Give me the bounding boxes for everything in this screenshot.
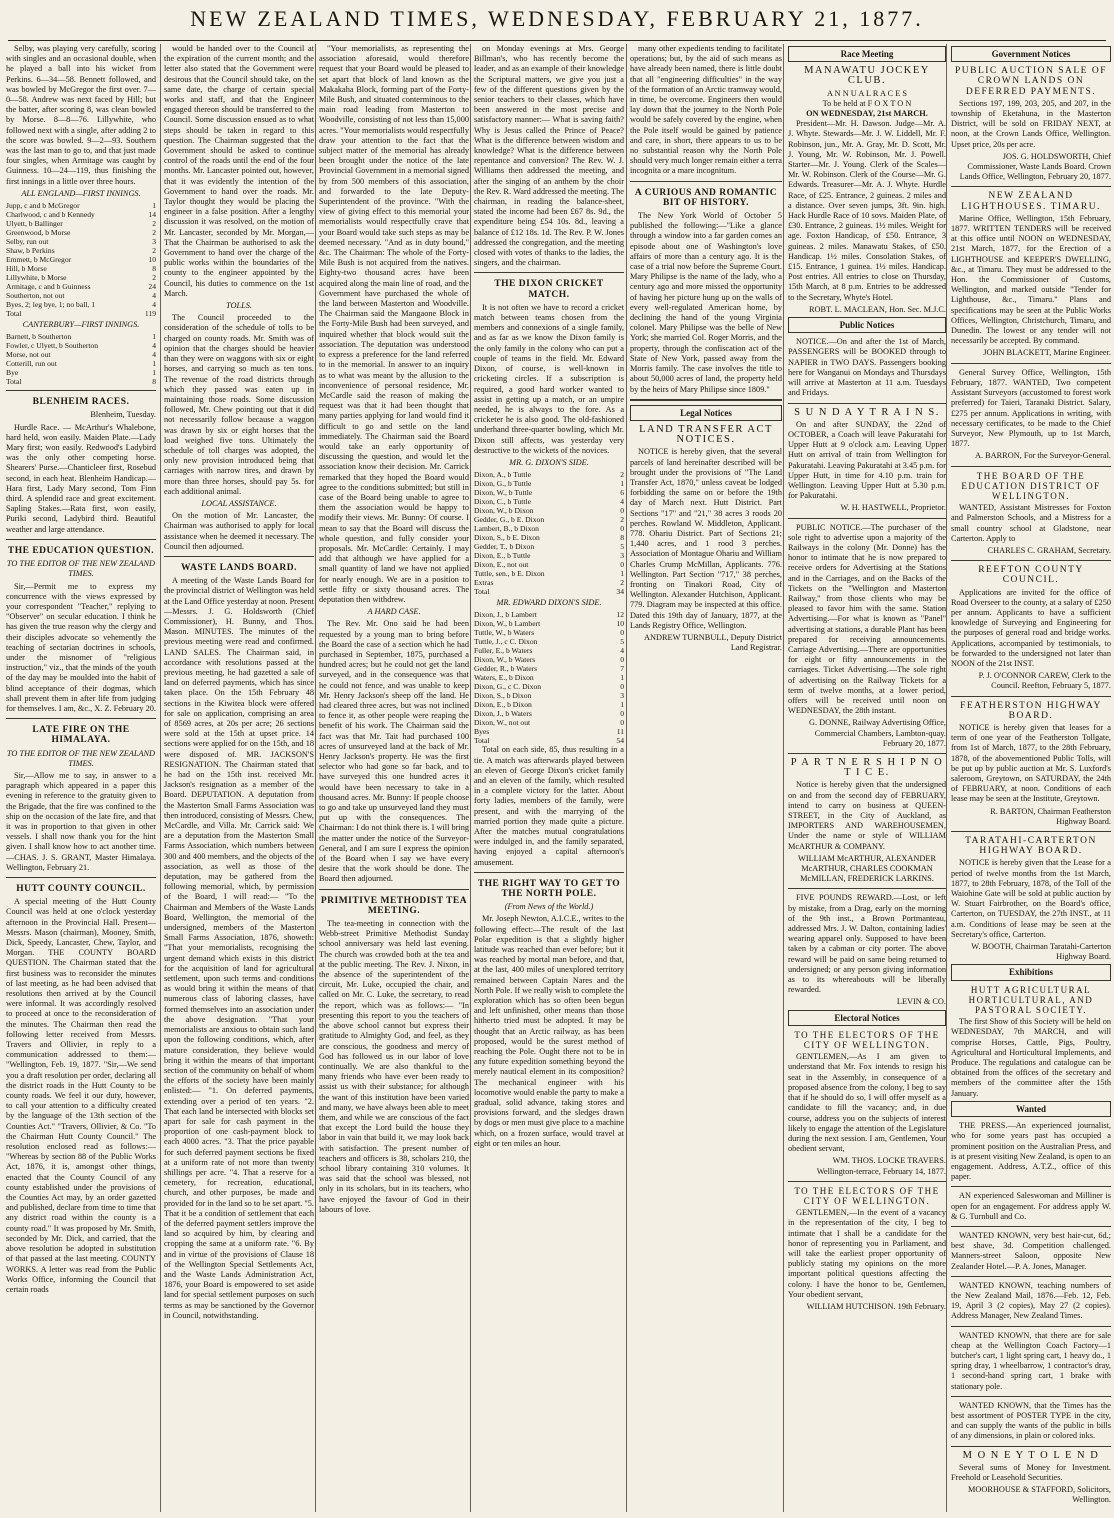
- divider: [951, 186, 1111, 187]
- batsman-name: Dixon, W., b Tuttle: [474, 488, 533, 498]
- hutt-council-heading: HUTT COUNTY COUNCIL.: [16, 883, 146, 894]
- batsman-name: Dixon, S., b Dixon: [474, 691, 532, 701]
- batsman-name: Dixon, G., b Tuttle: [474, 479, 532, 489]
- dixon-match-body: It is not often we have to record a cricket match between teams chosen from the members and connexions of a single family, and as far as we know the Dixon family is the only family in the colony who can put a couple of teams in the field. Mr. Edward Dixon, of course, is well-known in cricketing circles. If a subscription is required, a good hard worker wanted to assist in getting up a match, or an umpire needed, he is always to the fore. As a cricketer he is also good. The old-fashioned underhand three-quarter bowling, which Mr. Dixon still affects, was yesterday very destructive to the wickets of the novices.: [474, 302, 624, 455]
- partnership-title: P A R T N E R S H I P N O T I C E.: [790, 757, 944, 779]
- runs: 10: [148, 255, 156, 265]
- hard-case-body: The Rev. Mr. Ono said he had been requested by a young man to bring before the Board the case of a section which he had purchased in September, 1875, purchased a hundred acres; but he could not get the land surveyed, and in the consequence was that he could not fence, and was unable to keep Mr. Henry Jackson's sheep off the land. He had cleared three acres, but was not inclined to fence it, as other people were reaping the benefit of his work. The Chairman said the fact was that Mr. Tait had purchased 100 acres of unsurveyed land at the back of Mr. Henry Jackson's property. He was the first selector who had gone so far back, and to have surveyed this one hundred acres it would have been necessary to take in a thousand acres. Mr. Bunny: If people choose to go and take up unsurveyed land they must put up with the consequences. The Chairman: I do not think there is. I will bring the matter under the notice of the Surveyor-General, and I am sure I express the opinion of the Board when I say we have every desire that the work should be done. The Board then adjourned.: [319, 619, 469, 884]
- score-total-row: [474, 736, 624, 745]
- batsman-name: Emmett, b McGregor: [6, 255, 72, 265]
- divider: [6, 718, 156, 719]
- score-total-row: [474, 587, 624, 596]
- himalaya-body: Sir,—Allow me to say, in answer to a paragraph which appeared in a paper this evening in reference to the gratuity given to the Brigade, that the fire was confined to the ship on the occasion of the late fire, and that it was in proportion to that given in other vessels. I shall now thank you for the hint given. I shall know how to act another time.—CHAS. J. S. GRANT, Master Himalaya. Wellington, February 21.: [6, 770, 156, 872]
- railway-advertising-signature: G. DONNE, Railway Advertising Office, Commercial Chambers, Lambton-quay. February 20, 1877.: [809, 718, 946, 748]
- score-row: [6, 201, 156, 210]
- survey-office-signature: A. BARRON, For the Surveyor-General.: [974, 451, 1111, 461]
- runs: 3: [152, 237, 156, 247]
- score-row: [6, 350, 156, 359]
- batsman-name: Ulyett, b Ballinger: [6, 219, 63, 229]
- exhibitions-heading: Exhibitions: [951, 964, 1111, 980]
- batsman-name: Dixon, W., not out: [474, 718, 531, 728]
- score-row: [474, 488, 624, 497]
- batsman-name: Byes, 2; leg bye, 1; no ball, 1: [6, 300, 96, 310]
- score-row: [6, 368, 156, 377]
- score-row: [474, 560, 624, 569]
- masthead-rule: [8, 40, 1106, 41]
- taratahi-title: TARATAHI-CARTERTON HIGHWAY BOARD.: [965, 836, 1097, 857]
- crown-lands-signature: JOS. G. HOLDSWORTH, Chief Commissioner, Waste Lands Board. Crown Lands Office, Wellington, February 20, 1877.: [959, 151, 1111, 182]
- wanted-ad-5: WANTED KNOWN, that there are for sale cheap at the Wellington Coach Factory—1 butcher's cart, 1 light spring cart, 1 heavy do., 1 spring dray, 1 wheelbarrow, 1 contractor's dray, 1 second-hand spring cart, 1 brake with stationary pole.: [951, 1330, 1111, 1391]
- batsman-name: Dixon, W., b Lambert: [474, 619, 541, 629]
- runs: 0: [620, 718, 624, 728]
- memorial-body: "Your memorialists, as representing the association aforesaid, would therefore request that your Board would be pleased to set apart that block of land known as the Makakaha Block, forming part of the Forty-Mile Bush, and situated conterminous to the main road leading from Masterton to Woodville, consisting of not less than 15,000 acres. "Your memorialists would respectfully draw your attention to the fact that the subject matter of the memorial has already been brought under the notice of the late Provincial Government in a memorial signed by from 500 members of this association, and forwarded to the late Deputy-Superintendent of the province. "With the view of giving effect to this memorial your memorialists would respectfully crave that your Board would take such steps as may be deemed necessary. "And as in duty bound," &c. The Chairman: The whole of the Forty-Mile Bush is not acquired from the natives. Eighty-two thousand acres have been acquired along the main line of road, and the Government have purchased the whole of the land between Masterton and Woodville. The Chairman said the Mangaone Block in the Forty-Mile Bush had been surveyed, and inquired whether that block would suit the association. The deputation was understood to express a preference for the land referred to in the memorial. In answer to an inquiry as to what was meant by the allusion to the inconvenience of personal residence, Mr. McCardle said the reason of making the request was that it had been thought that many parties applying for land would find it difficult to go and settle on the land immediately. The Chairman said the Board would take an early opportunity of discussing the question, and would let the association know their decision. Mr. Carrick remarked that they hoped the Board would agree to the conditions submitted; but still in case of the Board being unable to agree to them the association would be happy to modify their views. Mr. Bunny: Of course. I mean to say that the Board will discuss the whole question, and fully consider your proposals. Mr. McCardle: Certainly. I may add that although we have applied for a small quantity of land we have not applied for nearly enough. We are in a position to settle fifty or sixty thousand acres. The deputation then withdrew.: [319, 44, 469, 604]
- north-pole-heading: THE RIGHT WAY TO GET TO THE NORTH POLE.: [477, 878, 621, 899]
- score-row: [474, 700, 624, 709]
- runs: 3: [620, 551, 624, 561]
- column-5: [626, 44, 782, 1512]
- runs: 1: [152, 368, 156, 378]
- runs: 54: [616, 736, 624, 746]
- sunday-trains-title: S U N D A Y T R A I N S.: [794, 406, 940, 418]
- batsman-name: Dixon, J., b Waters: [474, 709, 532, 719]
- score-total-row: [6, 309, 156, 318]
- education-body: Sir,—Permit me to express my concurrence with the views expressed by your correspondent "Teacher," replying to "Observer" on secular education. I think he has given the true reason why the clergy and their disciples advocate so vehemently the teaching of sectarian doctrines in schools, under the misnomer of "religious instruction," viz., that the minds of the youth of the day may be moulded into the habit of blind acceptance of their dogmas, which shall prevent them in after life from judging for themselves. I am, &c., X. Z. February 20.: [6, 581, 156, 713]
- runs: 8: [152, 264, 156, 274]
- runs: 14: [148, 210, 156, 220]
- batsman-name: Charlwood, c and b Kennedy: [6, 210, 95, 220]
- batsman-name: Dixon, E., not out: [474, 560, 529, 570]
- education-board-body: WANTED, Assistant Mistresses for Foxton and Palmerston Schools, and a Mistress for a small country school at Gladstone, near Carterton. Apply to: [951, 503, 1111, 543]
- divider: [630, 181, 782, 182]
- race-subtitle: A N N U A L R A C E S: [827, 88, 907, 98]
- masthead: NEW ZEALAND TIMES, WEDNESDAY, FEBRUARY 21, 1877.: [190, 6, 924, 31]
- batsman-name: Fuller, E., b Waters: [474, 646, 533, 656]
- batsman-name: Barnett, b Southerton: [6, 332, 72, 342]
- coach-notice: NOTICE.—On and after the 1st of March, PASSENGERS will be BOOKED through to NAPIER in TWO DAYS. Passengers booking here for Wanganui on Mondays and Thursdays will arrive at Masterton at 11 a.m. Tuesdays and Fridays.: [788, 337, 946, 398]
- legal-notices-heading: Legal Notices: [630, 405, 782, 421]
- race-meeting-heading: Race Meeting: [788, 46, 946, 62]
- romantic-history-body: The New York World of October 5 published the following:—"Like a glance through a window into a far garden comes an episode about one of Washington's love affairs of more than a century ago. It is the case of a trial now before the Supreme Court. Mary Philipse is the name of the lady, who a century ago and more missed the opportunity of having her picture hung up on the walls of every well-regulated American home, by declining the hand of the young Virginia colonel. Mary Philipse was the belle of New York; she married Col. Roger Morris, and the property, through the confiscation act of the State of New York, passed away from the Morris family. The case involves the title to about 50,000 acres of land, the property held by the heirs of Mary Philipse since 1809.": [630, 211, 782, 394]
- runs: 8: [620, 533, 624, 543]
- score-row: [474, 682, 624, 691]
- batsman-name: Greenwood, b Morse: [6, 228, 71, 238]
- batsman-name: Tuttle, sen., b E. Dixon: [474, 569, 545, 579]
- runs: 2: [152, 273, 156, 283]
- batsman-name: Dixon, W., b Dixon: [474, 506, 534, 516]
- divider: [951, 1186, 1111, 1187]
- score-row: [6, 341, 156, 350]
- batsman-name: Gedder, T., b Dixon: [474, 542, 535, 552]
- methodist-continued: on Monday evenings at Mrs. George Billman's, who has recently become the leader, and as an example of their knowledge the Scriptural matters, we give you just a few of the different questions given by the senior teachers to their classes, which have been answered in the most precise and satisfactory manner:— What is saving faith? Why is Jesus called the Prince of Peace? What is the difference between wisdom and knowledge? What is the difference between repentance and conversion? The Rev. W. J. Williams then addressed the meeting, and after the singing of an anthem by the choir the Rev. R. Ward addressed the meeting. The chairman, in reading the balance-sheet, stated the income had been £67 8s. 9d., the expenditure being £54 10s. 8d., leaving a balance of £12 18s. 1d. The Rev. P. W. Jones addressed the congregation, and the meeting closed with votes of thanks to the ladies, the singers, and the chairman.: [474, 44, 624, 268]
- batsman-name: Southerton, not out: [6, 291, 65, 301]
- score-row: [474, 727, 624, 736]
- divider: [6, 390, 156, 391]
- batsman-name: Gedder, R., b Waters: [474, 664, 538, 674]
- score-row: [474, 533, 624, 542]
- score-row: [6, 219, 156, 228]
- batsman-name: Morse, not out: [6, 350, 51, 360]
- blenheim-body: Hurdle Race. — McArthur's Whalebone, hard held, won easily. Maiden Plate.—Lady Mary first; won easily. Redwood's Ladybird was the only other competing horse. Shearers' Purse.—Chanticleer first, Rosebud second, in each heat. Blenheim Handicap.—Hara first, Lady Mary second, Tom Finn third. A splendid race and great excitement. Sapling Stakes.—Rata first, won easily, Puriki second, Ladybird third. Beautiful weather and large attendance.: [6, 422, 156, 534]
- runs: 1: [620, 569, 624, 579]
- score-row: [6, 273, 156, 282]
- race-place: To be held at F O X T O N: [822, 98, 912, 108]
- divider: [6, 877, 156, 878]
- electors-notice-2-signature: WILLIAM HUTCHISON. 19th February.: [806, 1301, 946, 1311]
- blenheim-heading: BLENHEIM RACES.: [32, 397, 130, 408]
- runs: 0: [620, 506, 624, 516]
- hutt-council-body: A special meeting of the Hutt County Council was held at one o'clock yesterday afternoon in the Provincial Hall. Present—Messrs. Mason (chairman), Mooney, Smith, Dick, Speedy, Lancaster, Chew, Taylor, and Morgan. THE COUNTY BOARD QUESTION. The Chairman stated that the first business was to reconsider the minutes of last meeting, as he had been advised that resolutions then arrived at by the Council were informal. It was accordingly resolved to proceed at once to the reconsideration of the minutes. The Chairman then read the following letter received from Messrs. Travers and Ollivier, in reply to a communication addressed to them:— "Wellington, Feb. 19, 1877. "Sir,—We send you a draft resolution per order, declaring all the district roads in the Hutt County to be county roads. We feel it our duty, however, to call your attention to a difficulty created by the language of the 13th section of the Counties Act." "Travers, Ollivier, & Co. "To the Chairman Hutt County Council." The resolution enclosed read as follows:— "Whereas by section 88 of the Public Works Act, 1876, it is, amongst other things, enacted that the County Council of any county established under the provisions of the Counties Act may, by an order gazetted and published, declare from time to time that any district road within the county is a county road." It was proposed by Mr. Smith, seconded by Mr. Dick, and carried, that the above resolution be adopted in substitution of that passed at the last meeting. COUNTY WORKS. A letter was read from the Public Works Office, informing the Council that certain roads: [6, 897, 156, 1294]
- land-transfer-signature: ANDREW TURNBULL, Deputy District Land Registrar.: [644, 632, 782, 653]
- e-dixon-side-heading: MR. EDWARD DIXON'S SIDE.: [496, 598, 602, 608]
- runs: 34: [616, 587, 624, 597]
- partnership-names: WILLIAM McARTHUR, ALEXANDER McARTHUR, CHARLES COOKMAN McMILLAN, FREDERICK LARKINS.: [798, 853, 936, 884]
- divider: [788, 888, 946, 889]
- batsman-name: Gedder, G., b E. Dixon: [474, 515, 545, 525]
- divider: [951, 1446, 1111, 1447]
- batsman-name: Total: [6, 377, 22, 387]
- divider: [164, 556, 314, 557]
- runs: 8: [152, 377, 156, 387]
- score-row: [6, 332, 156, 341]
- g-dixon-scorecard: [474, 470, 624, 596]
- batsman-name: Shaw, b Perkins: [6, 246, 55, 256]
- divider: [951, 1276, 1111, 1277]
- score-row: [474, 542, 624, 551]
- race-body: President—Mr. H. Dawson. Judge—Mr. A. J. Whyte. Stewards—Mr. J. W. Liddell, Mr. F. Robinson, jun., Mr. A. Gray, Mr. D. Scott, Mr. J. Young, Mr. W. Robinson, Mr. J. Powell. Starter—Mr. J. Young. Clerk of the Scales—Mr. W. Robinson. Clerk of the Course—Mr. G. Edwards. Treasurer—Mr. A. J. Whyte. Hurdle Race, of £25. Entrance, 2 guineas. 2 miles and a distance. Over seven jumps, 3ft. 9in. high. Hack Hurdle Race of 10 sovs. Maiden Plate, of £30. Entrance, 2 guineas. 1½ miles. Weight for age. Foxton Handicap, of £50. Entrance, 3 guineas. 2 miles. Manawatu Stakes, of £50. Handicap. 1½ miles. Consolation Stakes, of £15. Entrance, 1 guinea. 1½ miles. Handicap. Post entries. All entries to close on Thursday, 15th March, at 8 p.m. Entries to be addressed to the Secretary, Whyte's Hotel.: [788, 119, 946, 302]
- score-row: [474, 479, 624, 488]
- score-row: [474, 497, 624, 506]
- hutt-agricultural-body: The first Show of this Society will be held on WEDNESDAY, 7th MARCH, and will comprise Horses, Cattle, Pigs, Poultry, Agricultural and Horticultural Implements, and Produce. The regulations and catalogue can be obtained from the offices of the secretary and members of the committee after the 15th January.: [951, 1017, 1111, 1098]
- score-row: [474, 578, 624, 587]
- score-row: [6, 210, 156, 219]
- blenheim-dateline: Blenheim, Tuesday.: [90, 410, 156, 420]
- score-row: [474, 524, 624, 533]
- wanted-ad-3: WANTED KNOWN, very best hair-cut, 6d.; best shave, 3d. Competition challenged. Manners-street Saloon, opposite New Zealander Hotel.—P. A. Jones, Manager.: [951, 1230, 1111, 1271]
- runs: 24: [148, 282, 156, 292]
- reefton-title: REEFTON COUNTY COUNCIL.: [978, 565, 1084, 586]
- wanted-ad-4: WANTED KNOWN, teaching numbers of the New Zealand Mail, 1876.—Feb. 12, Feb. 19, April 3 (2 copies), May 27 (2 copies). Address Manager, New Zealand Times.: [951, 1280, 1111, 1321]
- divider: [951, 1226, 1111, 1227]
- score-row: [474, 506, 624, 515]
- batsman-name: Tuttle, J., c C. Dixon: [474, 637, 538, 647]
- public-notices-heading: Public Notices: [788, 317, 946, 333]
- score-row: [474, 569, 624, 578]
- romantic-history-heading: A CURIOUS AND ROMANTIC BIT OF HISTORY.: [634, 187, 778, 208]
- cricket-intro: Selby, was playing very carefully, scoring with singles and an occasional double, when he played a ball into his wicket from Perkins. 6—34—58. Bennett followed, and was bowled by McGregor the first over. 7—0—58. Andrew was next faced by Hill; but the batter, after scoring 8, was clean bowled by Morse. 8—8—76. Lillywhite, who followed next with a single, after adding 2 to the score was bowled. 9—2—93. Southern was the last man to go to, and that just made four singles, when Armitage was caught by Guinness. 10—24—119, thus finishing the first innings in a little over three hours.: [6, 44, 156, 186]
- lighthouse-body: Marine Office, Wellington, 15th February, 1877. WRITTEN TENDERS will be received at this office until NOON on WEDNESDAY, 21st March, 1877, for the Erection of a LIGHTHOUSE and KEEPER'S DWELLING, &c., at Timaru. They must be addressed to the Hon. the Commissioner of Customs, Wellington, and marked outside "Tender for Lighthouse, &c., Timaru." Plans and specifications may be seen at the Public Works Offices, Wellington, Christchurch, Timaru, and Dunedin. The lowest or any tender will not necessarily be accepted. By command.: [951, 213, 1111, 346]
- lighthouse-title: NEW ZEALAND LIGHTHOUSES. TIMARU.: [961, 191, 1101, 212]
- methodist-heading: PRIMITIVE METHODIST TEA MEETING.: [320, 895, 468, 916]
- taratahi-body: NOTICE is hereby given that the Lease for a period of twelve months from the 1st March, 1877, to 28th February, 1878, of the Toll of the Waiohine Gate will be sold at public auction by W. Stuart Fairbrother, on the Board's office, Carterton, on TUESDAY, the 27th INST., at 11 a.m. Conditions of lease may be seen at the Secretary's office, Carterton.: [951, 858, 1111, 939]
- g-dixon-side-heading: MR. G. DIXON'S SIDE.: [509, 457, 589, 467]
- runs: 2: [620, 470, 624, 480]
- education-board-signature: CHARLES C. GRAHAM, Secretary.: [987, 545, 1111, 555]
- runs: 0: [620, 682, 624, 692]
- batsman-name: Total: [474, 587, 490, 597]
- runs: 2: [152, 228, 156, 238]
- electors-notice-2-title: TO THE ELECTORS OF THE CITY OF WELLINGTON.: [794, 1185, 940, 1206]
- divider: [788, 1181, 946, 1182]
- runs: 4: [152, 300, 156, 310]
- score-row: [474, 718, 624, 727]
- batsman-name: Byes: [474, 727, 490, 737]
- batsman-name: Waters, E., b Dixon: [474, 673, 534, 683]
- railway-advertising-notice: PUBLIC NOTICE.—The purchaser of the sole right to advertise upon a majority of the Railways in the colony (Mr. Donne) has the honor to intimate that he is now prepared to receive orders for Advertising at the Stations and in the Carriages, and on the Backs of the Tickets on the "Wellington and Masterton Railway," from those clients who may be pleased to favor him with the same. Station Advertising.—For what is known as "Panel" advertising at stations, a durable Plant has been prepared for receiving announcements. Carriage Advertising.—There are opportunities for eight or fifty announcements in the carriages. Ticket Advertising.—The sole right of advertising on the Railway Tickets for a term of twelve months, at a lower period, offers will be received until noon on WEDNESDAY, the 28th instant.: [788, 522, 946, 716]
- score-row: [474, 655, 624, 664]
- council-works-body: would be handed over to the Council at the expiration of the current month; and the letter also stated that the Government were desirous that the Council should take, on the same date, the charge of certain special works and staff, and that the Engineer engaged thereon should be transferred to the Council. Some discussion ensued as to what steps should be taken in regard to this question. The Chairman suggested that the Government should be asked to continue control of the roads until the end of the four months. Mr. Lancaster pointed out, however, that it was evidently the intention of the Government to hand over the roads. Mr. Taylor thought they would be placing the engineer in a false position. After a lengthy discussion it was resolved, on the motion of Mr. Lancaster, seconded by Mr. Morgan,—That the Chairman be authorised to ask the Government to hand over the charge of the public works within the boundaries of the county to the engineer appointed by the Council, his duties to commence on the 1st March.: [164, 44, 314, 298]
- runs: 4: [152, 291, 156, 301]
- runs: 7: [620, 664, 624, 674]
- batsman-name: Hill, b Morse: [6, 264, 47, 274]
- batsman-name: Total: [474, 736, 490, 746]
- score-row: [6, 255, 156, 264]
- all-england-heading: ALL ENGLAND—FIRST INNINGS.: [21, 188, 141, 198]
- money-to-lend-title: M O N E Y T O L E N D: [962, 1449, 1100, 1461]
- score-row: [474, 470, 624, 479]
- divider: [630, 399, 782, 401]
- runs: 1: [620, 700, 624, 710]
- runs: 0: [620, 628, 624, 638]
- score-row: [474, 628, 624, 637]
- race-signature: ROBT. L. MACLEAN, Hon. Sec. M.J.C.: [809, 304, 946, 314]
- batsman-name: Lillywhite, b Morse: [6, 273, 67, 283]
- waste-lands-body: A meeting of the Waste Lands Board for the provincial district of Wellington was held at the Land Office yesterday at noon. Present—Messrs. J. G. Holdsworth (Chief Commissioner), H. Bunny, and Thos. Mason. MINUTES. The minutes of the previous meeting were read and confirmed. LAND SALES. The Chairman said, in accordance with resolutions passed at the previous meeting, he had gazetted a sale of land on deferred payments, which has since taken place. On the 15th February 48 sections in the Kiwitea block were offered for sale on application, comprising an area of 8569 acres, at 20s per acre; 26 sections were sold at the 15th at upset price. 14 sections were applied for on the 15th, and 18 were disposed of. MR. JACKSON'S RESIGNATION. The Chairman stated that he had on the 15th inst. received Mr. Jackson's resignation as a member of the Board. DEPUTATION. A deputation from the Masterton Small Farms Association was then introduced, consisting of Messrs. Chew, McCardle, and Villa. Mr. Carrick said: We are a deputation from the Masterton Small Farms Association, which numbers between 300 and 400 members, and the objects of the association, as well as those of the deputation, may be gathered from the following memorial, which, by permission of the Board, I will read:— "To the Chairman and Members of the Waste Lands Board, Wellington, the memorial of the undersigned, members of the Masterton Small Farms Association, 1876, showeth: "That your memorialists, recognising the urgent demand which exists in this district for the acquisition of land for agricultural settlement, upon such terms and conditions as would bring it within the means of that numerous class of laboring classes, have formed themselves into an association under the above designation. "That your memorialists are anxious to obtain such land upon the following conditions, which, after mature consideration, they believe would bring it within the means of that important section of the community on behalf of whom the efforts of the society have been mainly enlisted:— "1. On deferred payments, extending over a period of ten years. "2. That each land be intersected with blocks set apart for sale for cash payment in the proportion of one cash-payment block to each 4000 acres. "3. That the price payable for such deferred payment sections be fixed at a uniform rate of not more than twenty shillings per acre. "4. That a reserve for a cemetery, for recreation, educational, church, and other purposes, be made and provided for in the land so to be set apart. "5. That it be a condition of settlement that each of the deferred payment settlers improve the land so acquired by him, by clearing and cropping the same at a uniform rate. "6. By and in virtue of the provisions of Clause 18 of the Wellington Special Settlements Act, and the Waste Lands Administration Act, 1876, your Board is empowered to set aside land for special settlement purposes on such terms as may be sanctioned by the Governor in Council, notwithstanding.: [164, 576, 314, 1320]
- score-row: [6, 300, 156, 309]
- local-assistance-heading: LOCAL ASSISTANCE.: [201, 498, 277, 508]
- runs: 4: [620, 497, 624, 507]
- featherston-body: NOTICE is hereby given that leases for a term of one year of the Featherston Tollgate, from 1st of March, 1877, to the 28th February, 1878, of the abovementioned Public Tolls, will be put up by public auction at Mr. S. Luxford's saleroom, Greytown, on SATURDAY, the 24th of FEBRUARY, at noon. Conditions of each lease may be seen at the Institute, Greytown.: [951, 722, 1111, 804]
- education-board-title: THE BOARD OF THE EDUCATION DISTRICT OF WELLINGTON.: [961, 470, 1101, 501]
- score-row: [474, 709, 624, 718]
- money-to-lend-signature: MOORHOUSE & STAFFORD, Solicitors, Wellington.: [968, 1485, 1111, 1505]
- runs: 5: [620, 637, 624, 647]
- reward-notice: FIVE POUNDS REWARD.—Lost, or left by mistake, from a Drag, early on the morning of the 9th inst., a Brown Portmanteau, addressed Mrs. J. W. Dalton, containing ladies' wearing apparel only. Supposed to have been taken by a cabman or city porter. The above reward will be paid on same being returned to undersigned; or any person giving information as to its whereabouts will be liberally rewarded.: [788, 893, 946, 995]
- dixon-match-heading: THE DIXON CRICKET MATCH.: [494, 279, 604, 300]
- land-transfer-body: NOTICE is hereby given, that the several parcels of land hereinafter described will be brought under the provisions of "The Land Transfer Act, 1870," unless caveat be lodged forbidding the same on or before the 19th day of March next. Hutt District. Part Sections "17" and "21," 38 acres 3 roods 20 perches. Rowland W. Middleton, Applicant. 778. Ohariu District. Part of Sections 21; 1,440 acres, and 1 rood 3 perches. Association of Montague Ohariu and William Charles Crump McMillan, Applicants. 776. Wellington. Part Section "717," 38 perches, fronting on Tinakori Road, City of Wellington. Alexander Hutchison, Applicant. 779. Diagram may be inspected at this office. Dated this 19th day of January, 1877, at the Lands Registry Office, Wellington.: [630, 447, 782, 630]
- divider: [951, 1326, 1111, 1327]
- batsman-name: Bye: [6, 368, 19, 378]
- batsman-name: Cotterill, run out: [6, 359, 57, 369]
- wanted-ad-6: WANTED KNOWN, that the Times has the best assortment of POSTER TYPE in the city, and can supply the wants of the public in bills of any dimensions, in plain or colored inks.: [951, 1400, 1111, 1441]
- race-date: ON WEDNESDAY, 21st MARCH.: [806, 109, 928, 119]
- batsman-name: Dixon, E., b Dixon: [474, 700, 532, 710]
- batsman-name: Jupp, c and b McGregor: [6, 201, 80, 211]
- all-england-scorecard: [6, 201, 156, 318]
- runs: 3: [620, 691, 624, 701]
- runs: 4: [152, 350, 156, 360]
- runs: 0: [620, 524, 624, 534]
- runs: 119: [144, 309, 156, 319]
- column-7: [946, 44, 1111, 1512]
- himalaya-heading: LATE FIRE ON THE HIMALAYA.: [32, 725, 130, 746]
- local-assistance-body: On the motion of Mr. Lancaster, the Chairman was authorised to apply for local assistance when he deemed it necessary. The Council then adjourned.: [164, 511, 314, 551]
- runs: 11: [616, 727, 624, 737]
- runs: 1: [152, 359, 156, 369]
- survey-office-notice: General Survey Office, Wellington, 15th February, 1877. WANTED, Two competent Assistant Surveyors (accustomed to forest work preferred) for Taieri, Taranaki District. Salary, £275 per annum. Applications in writing, with necessary certificates, to be made to the Chief Surveyor, New Plymouth, up to 1st March, 1877.: [951, 367, 1111, 449]
- batsman-name: Total: [6, 309, 22, 319]
- featherston-signature: R. BARTON, Chairman Featherston Highway Board.: [990, 806, 1111, 826]
- score-row: [474, 551, 624, 560]
- runs: 0: [620, 709, 624, 719]
- batsman-name: Dixon, J., b Lambert: [474, 610, 537, 620]
- runs: 1: [152, 201, 156, 211]
- lighthouse-signature: JOHN BLACKETT, Marine Engineer.: [983, 348, 1111, 358]
- electoral-notices-heading: Electoral Notices: [788, 1010, 946, 1026]
- wanted-ad-2: AN experienced Saleswoman and Milliner is open for an engagement. For address apply W. & G. Turnbull and Co.: [951, 1191, 1111, 1221]
- race-club-title: MANAWATU JOCKEY CLUB.: [804, 65, 930, 87]
- crown-lands-body: Sections 197, 199, 203, 205, and 207, in the township of Eketahuna, in the Masterton District, will be sold on FRIDAY NEXT, at noon, at the Crown Lands Office, Wellington. Upset price, 20s per acre.: [951, 98, 1111, 149]
- runs: 6: [620, 488, 624, 498]
- electors-notice-2-body: GENTLEMEN,—In the event of a vacancy in the representation of the city, I beg to intimate that I shall be a candidate for the honor of representing you in Parliament, and will take the earliest proper opportunity of publicly stating my opinions on the more important political questions affecting the colony. I have the honor to be, Gentlemen, Your obedient servant,: [788, 1208, 946, 1299]
- batsman-name: Fowler, c Ulyett, b Southerton: [6, 341, 99, 351]
- reward-signature: LEVIN & CO.: [896, 997, 946, 1007]
- column-2: [160, 44, 314, 1512]
- score-row: [6, 246, 156, 255]
- divider: [951, 560, 1111, 561]
- batsman-name: Dixon, W., b Waters: [474, 655, 536, 665]
- runs: 0: [620, 560, 624, 570]
- partnership-body: Notice is hereby given that the undersigned on and from the second day of FEBRUARY, intend to carry on business at QUEEN-STREET, in the City of Auckland, as IMPORTERS AND WAREHOUSEMEN, Under the name or style of WILLIAM McARTHUR & COMPANY.: [788, 780, 946, 851]
- divider: [788, 753, 946, 754]
- runs: 1: [620, 673, 624, 683]
- runs: 0: [620, 655, 624, 665]
- divider: [474, 272, 624, 273]
- tolls-heading: TOLLS.: [226, 301, 252, 311]
- score-row: [6, 291, 156, 300]
- score-row: [474, 637, 624, 646]
- batsman-name: Armitage, c and b Guinness: [6, 282, 91, 292]
- education-heading: THE EDUCATION QUESTION.: [7, 545, 155, 556]
- dixon-match-end: Total on each side, 85, thus resulting in a tie. A match was afterwards played between an eleven of George Dixon's cricket family and an eleven of the family, which resulted in a complete victory for the latter. About forty ladies, members of the family, were present, and with the marrying of the married portion they made quite a picture. After the matches mutual congratulations were indulged in, and the family separated, having enjoyed a capital afternoon's amusement.: [474, 745, 624, 867]
- score-row: [474, 646, 624, 655]
- batsman-name: Dixon, A., b Tuttle: [474, 470, 531, 480]
- crown-lands-title: PUBLIC AUCTION SALE OF CROWN LANDS ON DEFERRED PAYMENTS.: [954, 66, 1108, 97]
- north-pole-continued: many other expedients tending to facilitate operations; but, by the aid of such means as have already been named, there is little doubt that all "engineering difficulties" in the way of the formation of an Arctic tramway would, in time, be overcome. Engineers then would lay down that the journey to the North Pole would be safely covered by the engine, when the Pole itself would be gained by patience and care, in short, there appears to us to be no substantial reason why the North Pole should very much longer remain either a terra incognita or a mare incognitum.: [630, 44, 782, 176]
- money-to-lend-body: Several sums of Money for Investment. Freehold or Leasehold Securities.: [951, 1462, 1111, 1482]
- runs: 4: [620, 646, 624, 656]
- runs: 2: [620, 578, 624, 588]
- featherston-title: FEATHERSTON HIGHWAY BOARD.: [960, 700, 1102, 721]
- column-6: [783, 44, 946, 1512]
- column-3: [315, 44, 469, 1512]
- taratahi-signature: W. BOOTH, Chairman Taratahi-Carterton Highway Board.: [971, 942, 1111, 962]
- tolls-body: The Council proceeded to the consideration of the schedule of tolls to be charged on county roads. Mr. Smith was of opinion that the charges should be heavier than they were on waggons with six or eight horses, and carrying so much as ten tons. The revenue of the road districts through which they passed was eaten up in maintaining those roads. Some discussion followed, Mr. Chew pointing out that it did not necessarily follow because a waggon was drawn by six or eight horses that the load weighed five tons. Ultimately the schedule of toll charges was adopted, the only new provision introduced being that carriages with narrow tires, and drawn by more than three horses, should pay 5s. for each additional animal.: [164, 313, 314, 496]
- divider: [319, 889, 469, 890]
- batsman-name: Dixon, C., b Tuttle: [474, 497, 531, 507]
- divider: [951, 466, 1111, 467]
- divider: [788, 518, 946, 519]
- land-transfer-title: LAND TRANSFER ACT NOTICES.: [639, 423, 773, 446]
- score-row: [6, 237, 156, 246]
- government-notices-heading: Government Notices: [951, 46, 1111, 62]
- canterbury-heading: CANTERBURY—FIRST INNINGS.: [22, 320, 140, 330]
- electors-notice-1-body: GENTLEMEN,—As I am given to understand that Mr. Fox intends to resign his seat in the Assembly, in consequence of a proposed absence from the colony, I beg to say that if he should do so, I will offer myself as a candidate to fill the vacancy; and, in due course, address you on the subjects of interest likely to engage the attention of the Legislature during the next session. I am, Gentlemen, Your obedient servant,: [788, 1052, 946, 1154]
- sunday-trains-body: On and after SUNDAY, the 22nd of OCTOBER, a Coach will leave Pakuratahi for Upper Hutt at 9 o'clock a.m. Leaving Upper Hutt on arrival of train from Wellington for Pakuratahi. Leaving Pakuratahi at 3.45 p.m. for Upper Hutt, in time for 4.10 p.m. train for Wellington. Leaving Upper Hutt at 5.30 p.m. for Pakuratahi.: [788, 419, 946, 501]
- runs: 2: [152, 219, 156, 229]
- score-row: [6, 359, 156, 368]
- score-row: [6, 228, 156, 237]
- runs: 1: [152, 332, 156, 342]
- runs: 2: [152, 246, 156, 256]
- score-row: [474, 515, 624, 524]
- wanted-heading: Wanted: [951, 1101, 1111, 1117]
- batsman-name: Extras: [474, 578, 494, 588]
- score-row: [474, 664, 624, 673]
- runs: 10: [616, 619, 624, 629]
- hard-case-heading: A HARD CASE.: [367, 607, 421, 617]
- methodist-body: The tea-meeting in connection with the Webb-street Primitive Methodist Sunday school anniversary was held last evening. The church was crowded both at the tea and at the public meeting. The Rev. J. Nixon, in the absence of the superintendent of the circuit, Mr. Luke, occupied the chair, and called on Mr. C. Luke, the secretary, to read the report, which was as follows:— "In presenting this report to you the teachers of the above school cannot but express their gratitude to Almighty God, and feel, as they are conscious, the goodness and mercy of God has followed us in our labor of love continually. We are also thankful to the many friends who have ever been ready to assist us with their substance; for although the want of this institution have been varied and many, we have always been able to meet them, and while we are conscious of the fact that except the Lord build the house they labor in vain that build it, we may look back with satisfaction. The present number of teachers and officers is 38, scholars 210, the school library containing 310 volumes. It was said that the school was blessed, not only in its scholars, but in its teachers, who have enjoyed the favour of God in their labours of love.: [319, 919, 469, 1214]
- column-4: [470, 44, 624, 1512]
- score-row: [474, 619, 624, 628]
- runs: 5: [620, 542, 624, 552]
- electors-notice-1-title: TO THE ELECTORS OF THE CITY OF WELLINGTON.: [794, 1029, 940, 1051]
- divider: [951, 831, 1111, 832]
- divider: [788, 403, 946, 404]
- batsman-name: Dixon, S., b E. Dixon: [474, 533, 540, 543]
- north-pole-source: (From News of the World.): [504, 902, 594, 912]
- hutt-agricultural-title: HUTT AGRICULTURAL HORTICULTURAL, AND PASTORAL SOCIETY.: [968, 984, 1094, 1016]
- waste-lands-heading: WASTE LANDS BOARD.: [181, 562, 297, 573]
- score-row: [474, 673, 624, 682]
- score-total-row: [6, 377, 156, 386]
- divider: [951, 696, 1111, 697]
- sunday-trains-signature: W. H. HASTWELL, Proprietor.: [840, 503, 946, 513]
- divider: [474, 872, 624, 873]
- reefton-signature: P. J. O'CONNOR CAREW, Clerk to the Council. Reefton, February 5, 1877.: [978, 671, 1111, 691]
- wanted-ad-1: THE PRESS.—An experienced journalist, who for some years past has occupied a prominent position on the Australian Press, and is at present visiting New Zealand, is open to an engagement. Address, A.T.Z., office of this paper.: [951, 1121, 1111, 1182]
- north-pole-body: Mr. Joseph Newton, A.I.C.E., writes to the following effect:—The result of the last Polar expedition is that a slightly higher latitude was reached than ever before; but it was reached by mortal man before, and that, at the last, 400 miles of unexplored territory remained between Captain Nares and the North Pole. If we really wish to complete the exploration which has so often been begun and left unfinished, other means than those hitherto tried must be adopted. It may be thought that an Arctic railway, as has been proposed, would be the surest method of reaching the Pole. Ought there not to be in any future expedition something beyond the merely nautical element in its composition? The mechanical engineer with his locomotive would enable the party to make a gradual, solid advance, taking stores and provisions forward, and the sledges drawn by dogs or men must give place to a machine which, on a frozen surface, would travel at eight or ten miles an hour.: [474, 914, 624, 1148]
- runs: 2: [620, 515, 624, 525]
- divider: [951, 1396, 1111, 1397]
- score-row: [474, 610, 624, 619]
- runs: 12: [616, 610, 624, 620]
- education-to-editor: TO THE EDITOR OF THE NEW ZEALAND TIMES.: [6, 559, 156, 579]
- runs: 1: [620, 479, 624, 489]
- canterbury-scorecard: [6, 332, 156, 386]
- batsman-name: Selby, run out: [6, 237, 49, 247]
- reefton-body: Applications are invited for the office of Road Overseer to the county, at a salary of £250 per annum. Applicants to have a sufficient knowledge of Surveying and Engineering for the purposes of general road and bridge works. Applications, accompanied by testimonials, to be forwarded to the undersigned not later than NOON of the 21st INST.: [951, 587, 1111, 668]
- divider: [6, 539, 156, 540]
- batsman-name: Lambert, B., b Dixon: [474, 524, 539, 534]
- e-dixon-scorecard: [474, 610, 624, 745]
- score-row: [474, 691, 624, 700]
- runs: 4: [152, 341, 156, 351]
- score-row: [6, 264, 156, 273]
- column-1: [6, 44, 156, 1512]
- himalaya-to-editor: TO THE EDITOR OF THE NEW ZEALAND TIMES.: [6, 748, 156, 768]
- electors-notice-1-signature: WM. THOS. LOCKE TRAVERS. Wellington-terrace, February 14, 1877.: [816, 1156, 946, 1176]
- batsman-name: Dixon, G., c C. Dixon: [474, 682, 542, 692]
- batsman-name: Dixon, E., b Tuttle: [474, 551, 531, 561]
- batsman-name: Tuttle, W., b Waters: [474, 628, 535, 638]
- divider: [951, 363, 1111, 364]
- score-row: [6, 282, 156, 291]
